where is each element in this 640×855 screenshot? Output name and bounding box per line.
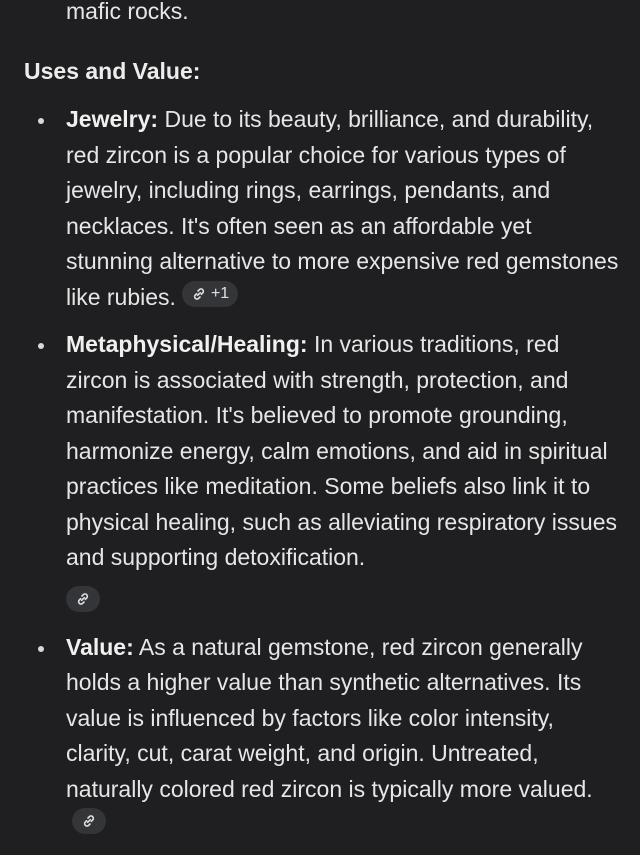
source-chip[interactable] [72,808,106,834]
list-item-jewelry [0,102,640,315]
item-text: In various traditions, red zircon is associated with strength, protection, and manifestation. It's believed to promote grounding, harmonize energy, calm emotions, and aid in spiritual practices like meditation. Some beliefs also link it to physical healing, such as alleviating respiratory issues and supporting detoxification. [66,331,618,570]
item-term: Value: [66,633,134,660]
bullet-dot [38,343,44,349]
bullet-list [0,102,640,855]
list-item-value [0,630,640,843]
link-icon [81,813,97,829]
item-term: Jewelry: [66,106,159,132]
previous-paragraph-end: mafic rocks. [66,0,189,24]
item-text: Due to its beauty, brilliance, and durability, red zircon is a popular choice for various types of jewelry, including rings, earrings, pendants, and necklaces. It's often seen as an affordable yet stunning alternative to more expensive red gemstones like rubies. [66,106,619,310]
bullet-dot [38,646,44,652]
source-chip[interactable] [66,586,100,612]
item-term: Metaphysical/Healing: [66,331,308,357]
chip-row [66,576,624,618]
bullet-dot [38,118,44,124]
item-text: As a natural gemstone, red zircon generally holds a higher value than synthetic alternatives. Its value is influenced by factors like color intensity, clarity, cut, carat weight, and origin. Untreated, naturally colored red zircon is typically more valued. [66,633,593,802]
source-count: +1 [210,284,230,302]
link-icon [191,286,207,302]
list-item-metaphysical [0,327,640,618]
section-heading: Uses and Value: [24,58,201,84]
link-icon [75,591,91,607]
source-chip[interactable] [182,281,238,307]
